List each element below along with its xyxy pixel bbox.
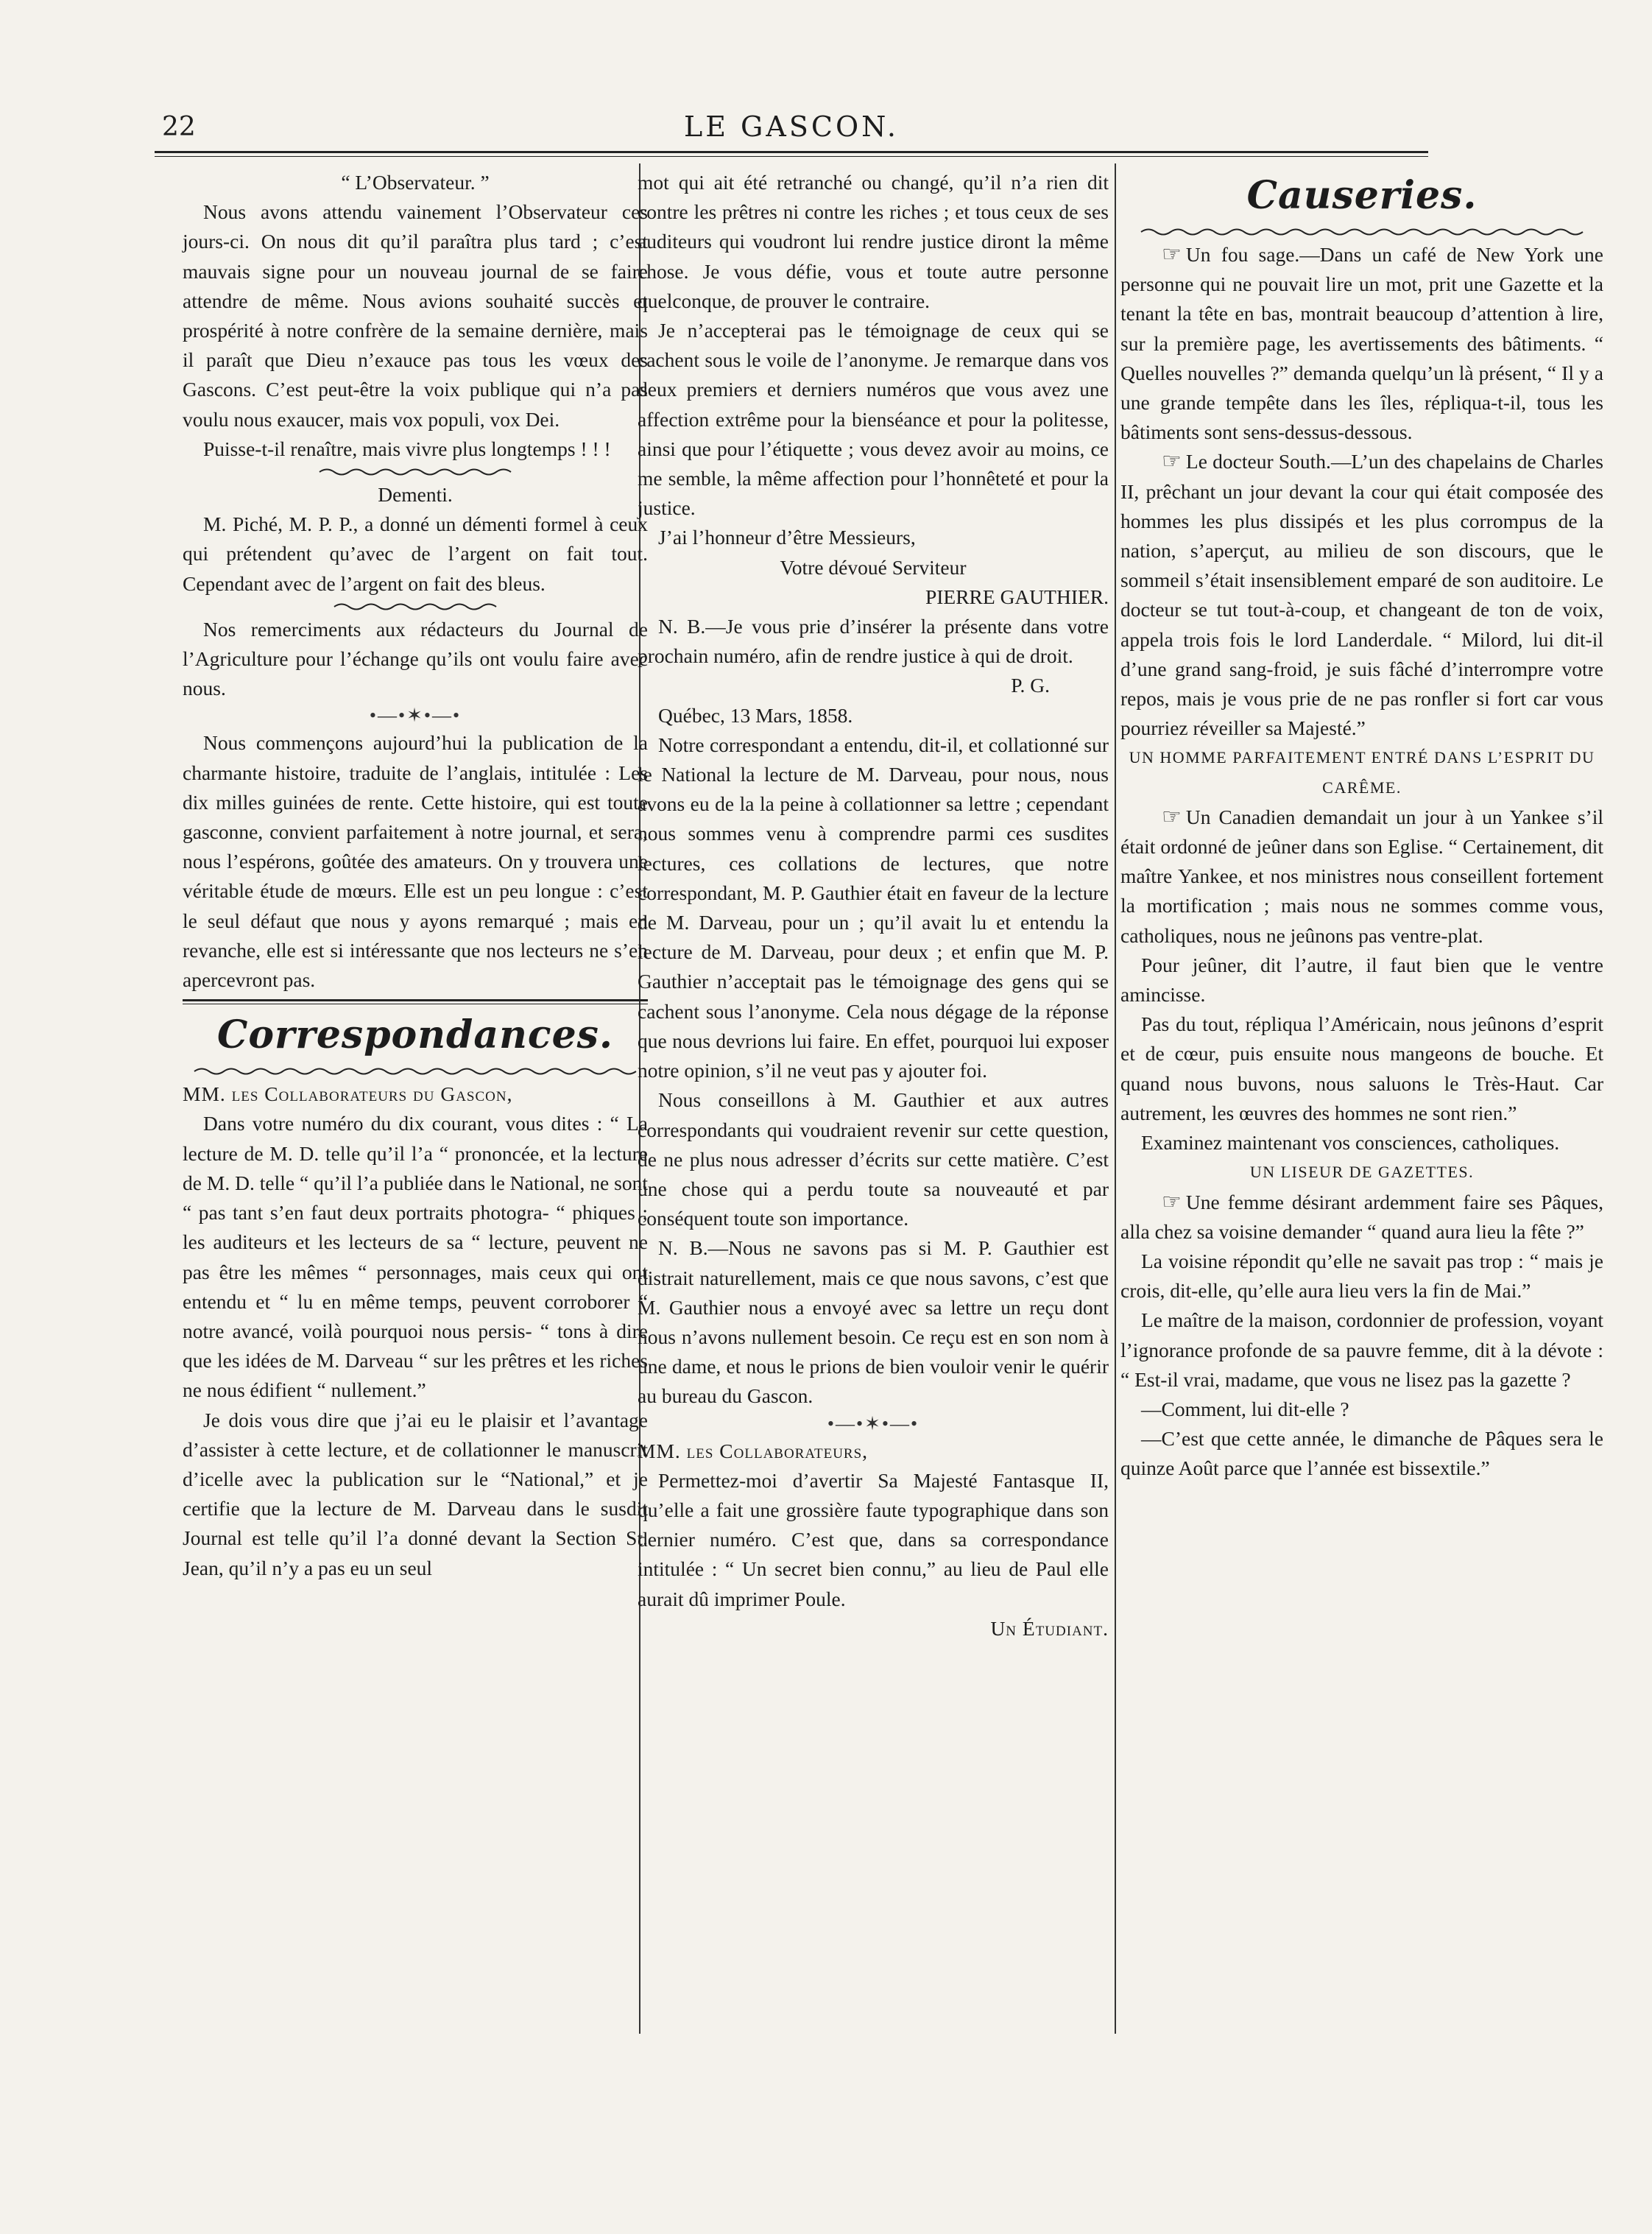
femme-text: Une femme désirant ardemment faire ses Pâques, alla chez sa voisine demander “ quand aura lieu la fête ?” xyxy=(1120,1190,1603,1243)
date-line: Québec, 13 Mars, 1858. xyxy=(658,703,853,727)
jeuner-paragraph: Pour jeûner, dit l’autre, il faut bien que le ventre amincisse. xyxy=(1120,953,1603,1007)
column-left xyxy=(183,168,648,1583)
fou-sage-paragraph xyxy=(1120,240,1603,447)
column-rule-2 xyxy=(1115,163,1116,2034)
initials: P. G. xyxy=(1011,674,1050,697)
wave-rule xyxy=(1120,227,1603,237)
observateur-paragraph-2: Puisse-t-il renaître, mais vivre plus longtemps ! ! ! xyxy=(203,437,611,460)
canadien-text: Un Canadien demandait un jour à un Yankee s’il était ordonné de jeûner dans son Eglise. “ Certainement, dit maître Yankee, et nos ministres nous conseillent fortement la mortification ; mais nous ne sommes comme vous, catholiques, nous ne jeûnons pas ventre-plat. xyxy=(1120,805,1603,947)
letter-salutation: MM. les Collaborateurs du Gascon, xyxy=(183,1082,513,1106)
reply-paragraph-2: Nous conseillons à M. Gauthier et aux autres correspondants qui voudraient revenir sur cette question, de ne plus nous adresser d’écrits sur cette matière. C’est une chose qui a perdu toute sa nouveauté et par conséquent toute son importance. xyxy=(638,1088,1109,1230)
letter-paragraph-2: Je dois vous dire que j’ai eu le plaisir et l’avantage d’assister à cette lecture, et de collationner le manuscrit d’icelle avec la publication sur le “National,” et je certifie que la lecture de M. Darveau dans le susdit Journal est telle qu’il l’a donné devant la Section St. Jean, qu’il n’y a pas eu un seul xyxy=(183,1408,648,1579)
remerciements-paragraph: Nos remerciments aux rédacteurs du Journal de l’Agriculture pour l’échange qu’ils ont voulu faire avec nous. xyxy=(183,617,648,700)
dementi-paragraph: M. Piché, M. P. P., a donné un démenti formel à ceux qui prétendent qu’avec de l’argent on fait tout. Cependant avec de l’argent on fait des bleus. xyxy=(183,512,648,595)
reply-nb-paragraph: N. B.—Nous ne savons pas si M. P. Gauthier est distrait naturellement, mais ce que nous savons, c’est que M. Gauthier nous a envoyé avec sa lettre un reçu dont nous n’avons nullement besoin. Ce reçu est en son nom à une dame, et nous le prions de bien vouloir venir le quérir au bureau du Gascon. xyxy=(638,1236,1109,1408)
temoignage-paragraph: Je n’accepterai pas le témoignage de ceux qui se cachent sous le voile de l’anonyme. Je remarque dans vos deux premiers et derniers numéros que vous avez une affection extrême pour la bienséance et pour la politesse, ainsi que pour l’étiquette ; vous devez avoir au moins, ce me semble, la même affection pour l’honnêteté et pour la justice. xyxy=(638,319,1109,520)
pointing-hand-icon: ☞ xyxy=(1162,242,1182,267)
letter2-salutation: MM. les Collaborateurs, xyxy=(638,1439,869,1462)
star-ornament: •—•✶•—• xyxy=(827,1412,919,1434)
comment-paragraph: —Comment, lui dit-elle ? xyxy=(1141,1397,1349,1420)
maitre-paragraph: Le maître de la maison, cordonnier de profession, voyant l’ignorance profonde de sa pauvre femme, dit à la dévote : “ Est-il vrai, madame, que vous ne lisez pas la gazette ? xyxy=(1120,1308,1603,1391)
observateur-heading: “ L’Observateur. ” xyxy=(341,171,490,194)
wave-rule xyxy=(183,1066,648,1077)
nb-paragraph: N. B.—Je vous prie d’insérer la présente dans votre prochain numéro, afin de rendre justice à qui de droit. xyxy=(638,615,1109,668)
pointing-hand-icon: ☞ xyxy=(1162,1189,1182,1214)
canadien-paragraph xyxy=(1120,803,1603,951)
honneur-line: J’ai l’honneur d’être Messieurs, xyxy=(658,526,916,549)
correspondances-title: Correspondances. xyxy=(216,1012,614,1058)
femme-paragraph xyxy=(1120,1188,1603,1247)
header-rule xyxy=(155,151,1428,153)
letter-continuation: mot qui ait été retranché ou changé, qu’il n’a rien dit contre les prêtres ni contre les riches ; et tous ceux de ses auditeurs qui voudront lui rendre justice diront la même chose. Je vous défie, vous et toute autre personne quelconque, de prouver le contraire. xyxy=(638,171,1109,312)
page-number: 22 xyxy=(162,112,196,142)
south-text: Le docteur South.—L’un des chapelains de Charles II, prêchant un jour devant la cour qui était composée des hommes les plus dissipés et les plus corrompus de la nation, s’aperçut, au milieu de son discours, que le sommeil s’était insensiblement emparé de son auditoire. Le docteur se tut tout-à-coup, et changeant de ton de voix, appela trois fois le lord Landerdale. “ Milord, lui dit-il d’une grand sang-froid, je suis fâché d’interrompre votre repos, mais je vous prie de ne pas ronfler si fort car vous pourriez réveiller sa Majesté.” xyxy=(1120,450,1603,740)
dementi-heading: Dementi. xyxy=(378,483,453,507)
liseur-heading: UN LISEUR DE GAZETTES. xyxy=(1249,1163,1475,1182)
section-rule xyxy=(183,999,648,1004)
column-right xyxy=(1120,168,1603,1484)
letter2-signature: Un Étudiant. xyxy=(990,1616,1109,1640)
reply-paragraph-1: Notre correspondant a entendu, dit-il, et collationné sur le National la lecture de M. Darveau, pour nous, nous avons eu de la la peine à collationner sa lettre ; cependant nous sommes venu à comprendre parmi ces susdites lectures, ces collations de lectures, que notre correspondant, M. P. Gauthier était en faveur de la lecture de M. Darveau, pour un ; qu’il avait lu et entendu la lecture de M. Darveau, pour deux ; et enfin que M. P. Gauthier n’acceptait pas le témoignage des gens qui se cachent sous l’anonyme. Cela nous dégage de la réponse que nous devrions lui faire. En effet, pourquoi lui exposer notre opinion, s’il ne veut pas y ajouter foi. xyxy=(638,733,1109,1082)
column-middle xyxy=(638,168,1109,1643)
letter-paragraph-1: Dans votre numéro du dix courant, vous dites : “ La lecture de M. D. telle qu’il l’a “ prononcée, et la lecture de M. D. telle “ qu’il l’a publiée dans le National, ne sont “ pas tant s’en faut deux portraits photogra- “ phiques ; les auditeurs et les lecteurs de sa “ lecture, peuvent ne pas être les mêmes “ personnages, mais ceux qui ont entendu et “ lu en même temps, peuvent corroborer “ notre avancé, voilà pourquoi nous persis- “ tons à dire que les idées de M. Darveau “ sur les prêtres et les riches ne nous édifient “ nullement.” xyxy=(183,1112,648,1402)
pointing-hand-icon: ☞ xyxy=(1162,804,1182,829)
star-ornament: •—•✶•—• xyxy=(369,705,462,727)
pointing-hand-icon: ☞ xyxy=(1162,449,1182,474)
final-paragraph: —C’est que cette année, le dimanche de Pâques sera le quinze Août parce que l’année est bissextile.” xyxy=(1120,1427,1603,1480)
voisine-paragraph: La voisine répondit qu’elle ne savait pas trop : “ mais je crois, dit-elle, qu’elle aura lieu vers la fin de Mai.” xyxy=(1120,1249,1603,1303)
header-rule-thin xyxy=(155,156,1428,157)
south-paragraph xyxy=(1120,447,1603,743)
page-header xyxy=(155,103,1428,147)
devoue-line: Votre dévoué Serviteur xyxy=(780,555,967,579)
signature-pierre-gauthier: PIERRE GAUTHIER. xyxy=(925,585,1109,608)
histoire-paragraph: Nous commençons aujourd’hui la publication de la charmante histoire, traduite de l’anglais, intitulée : Les dix milles guinées de rente. Cette histoire, qui est toute gasconne, convient parfaitement à notre journal, et sera, nous l’espérons, goûtée des amateurs. On y trouvera une véritable étude de mœurs. Elle est un peu longue : c’est le seul défaut que nous y ayons remarqué ; mais en revanche, elle est si intéressante que nos lecteurs ne s’en apercevront pas. xyxy=(183,731,648,992)
letter2-paragraph: Permettez-moi d’avertir Sa Majesté Fantasque II, qu’elle a fait une grossière faute typographique dans son dernier numéro. C’est que, dans sa correspondance intitulée : “ Un secret bien connu,” au lieu de Paul elle aurait dû imprimer Poule. xyxy=(638,1468,1109,1610)
masthead-title: LE GASCON. xyxy=(683,110,899,143)
americain-paragraph: Pas du tout, répliqua l’Américain, nous jeûnons d’esprit et de cœur, puis ensuite nous mangeons de bouche. Et quand nous buvons, nous saluons le Très-Haut. Car autrement, les œuvres des hommes ne sont rien.” xyxy=(1120,1012,1603,1124)
examinez-paragraph: Examinez maintenant vos consciences, catholiques. xyxy=(1141,1131,1560,1155)
divider-ornament xyxy=(183,467,648,477)
divider-ornament xyxy=(183,602,648,612)
causeries-title: Causeries. xyxy=(1246,173,1478,218)
careme-heading: UN HOMME PARFAITEMENT ENTRÉ DANS L’ESPRIT DU CARÊME. xyxy=(1129,748,1595,797)
fou-sage-text: Un fou sage.—Dans un café de New York une personne qui ne pouvait lire un mot, prit une Gazette et la tenant la tête en bas, montrait beaucoup d’attention à lire, sur la première page, les avertissements des bâtiments. “ Quelles nouvelles ?” demanda quelqu’un là présent, “ Il y a une grande tempête dans les îles, répliqua-t-il, tous les bâtiments sont sens-dessus-dessous. xyxy=(1120,243,1603,444)
observateur-paragraph: Nous avons attendu vainement l’Observateur ces jours-ci. On nous dit qu’il paraîtra plus tard ; c’est mauvais signe pour un nouveau journal de se faire attendre de même. Nous avions souhaité succès et prospérité à notre confrère de la semaine dernière, mais il paraît que Dieu n’exauce pas tous les vœux des Gascons. C’est peut-être la voix publique qui n’a pas voulu nous exaucer, mais vox populi, vox Dei. xyxy=(183,200,648,431)
